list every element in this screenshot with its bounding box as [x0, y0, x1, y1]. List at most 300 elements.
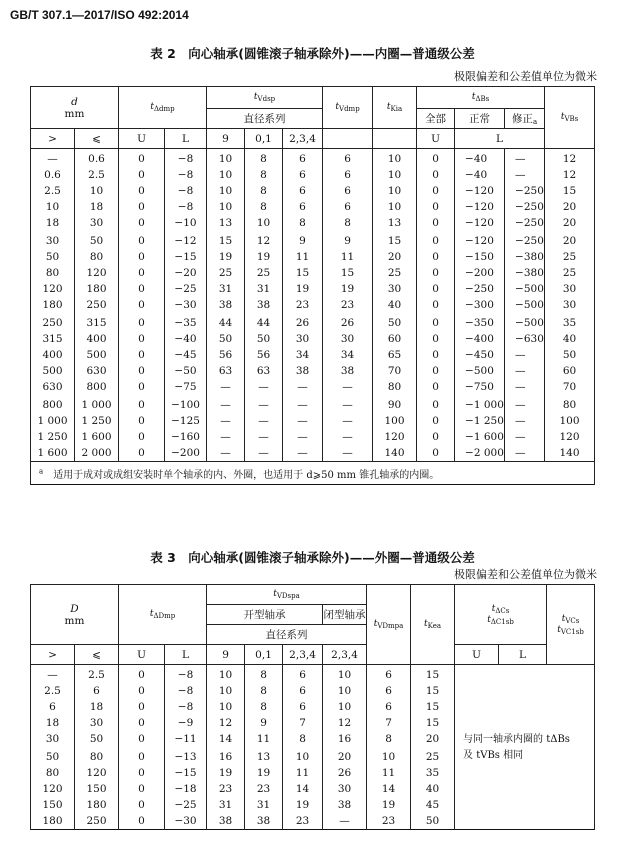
table-cell: 40: [373, 297, 417, 313]
table-cell: 120: [75, 265, 119, 281]
table-cell: −12: [165, 231, 207, 249]
table-cell: 10: [373, 183, 417, 199]
table-cell: −350: [455, 313, 505, 331]
table-cell: 6: [323, 183, 373, 199]
table-cell: 0: [119, 413, 165, 429]
table-cell: 15: [545, 183, 595, 199]
table-cell: 38: [207, 813, 245, 830]
table-cell: 25: [411, 747, 455, 765]
table3-header-s234b: 2,3,4: [323, 645, 367, 665]
table2-header-le: ⩽: [75, 129, 119, 149]
table-cell: 23: [245, 781, 283, 797]
table-cell: −500: [505, 281, 545, 297]
table-row: [31, 199, 595, 215]
table-row: [31, 347, 595, 363]
table-cell: −8: [165, 183, 207, 199]
table-row: [31, 313, 595, 331]
table-cell: −11: [165, 731, 207, 747]
table-cell: −120: [455, 183, 505, 199]
table-cell: 0: [119, 683, 165, 699]
table-cell: 120: [75, 765, 119, 781]
table-cell: 35: [545, 313, 595, 331]
table-cell: 90: [373, 395, 417, 413]
table2-caption: 表 2 向心轴承(圆锥滚子轴承除外)——内圈—普通级公差: [150, 46, 475, 61]
table-cell: 10: [75, 183, 119, 199]
table-cell: 8: [245, 183, 283, 199]
table-cell: 120: [31, 281, 75, 297]
table-cell: −8: [165, 199, 207, 215]
table-cell: −8: [165, 167, 207, 183]
table-cell: 34: [283, 347, 323, 363]
table-cell: 6: [283, 149, 323, 168]
table-cell: 12: [207, 715, 245, 731]
table-cell: −40: [455, 167, 505, 183]
table-cell: 15: [283, 265, 323, 281]
table-cell: 150: [75, 781, 119, 797]
table-cell: 6: [283, 199, 323, 215]
table-row: [31, 445, 595, 462]
table-cell: 30: [283, 331, 323, 347]
table-cell: 38: [245, 813, 283, 830]
table-row: [31, 249, 595, 265]
table-cell: 9: [323, 231, 373, 249]
table-cell: 1 600: [75, 429, 119, 445]
table-row: [31, 395, 595, 413]
table-cell: 800: [31, 395, 75, 413]
table-cell: 10: [207, 149, 245, 168]
table-cell: —: [283, 429, 323, 445]
note-line-2: 及 tVBs 相同: [463, 750, 524, 761]
table-row: [31, 379, 595, 395]
table-cell: 10: [245, 215, 283, 231]
table-cell: 2.5: [31, 683, 75, 699]
table-row: [31, 149, 595, 168]
table-cell: 0: [119, 249, 165, 265]
table-cell: —: [31, 149, 75, 168]
table-cell: 0: [119, 167, 165, 183]
table-cell: −200: [455, 265, 505, 281]
table-cell: −120: [455, 231, 505, 249]
table-cell: 20: [545, 231, 595, 249]
table-cell: 16: [323, 731, 367, 747]
table-cell: 8: [283, 215, 323, 231]
table-cell: 80: [31, 265, 75, 281]
table3-header-U2: U: [455, 645, 499, 665]
table-cell: 15: [411, 665, 455, 684]
table-cell: −25: [165, 281, 207, 297]
table-cell: 0: [417, 183, 455, 199]
table-cell: 10: [207, 665, 245, 684]
table-cell: 31: [245, 797, 283, 813]
table-cell: 11: [245, 731, 283, 747]
table-cell: −250: [505, 183, 545, 199]
table-cell: 44: [207, 313, 245, 331]
table-cell: 6: [283, 699, 323, 715]
table-cell: 80: [373, 379, 417, 395]
table-cell: 0: [417, 231, 455, 249]
table3-header-gt: >: [31, 645, 75, 665]
table-cell: 45: [411, 797, 455, 813]
table-row: [31, 297, 595, 313]
table-cell: 19: [245, 249, 283, 265]
table-cell: 10: [373, 199, 417, 215]
table-cell: 10: [207, 167, 245, 183]
table-cell: 65: [373, 347, 417, 363]
table-cell: 7: [367, 715, 411, 731]
table-cell: 800: [75, 379, 119, 395]
table-cell: −250: [455, 281, 505, 297]
table-cell: —: [505, 429, 545, 445]
table-cell: −8: [165, 149, 207, 168]
table-cell: 14: [367, 781, 411, 797]
table-cell: —: [207, 395, 245, 413]
table-cell: 15: [411, 715, 455, 731]
table-cell: —: [245, 445, 283, 462]
table-cell: −15: [165, 765, 207, 781]
table-cell: −125: [165, 413, 207, 429]
table-cell: —: [505, 445, 545, 462]
table-cell: 11: [323, 249, 373, 265]
table-cell: 7: [283, 715, 323, 731]
table-cell: 2.5: [75, 167, 119, 183]
table-cell: 18: [75, 199, 119, 215]
table-cell: 0: [119, 363, 165, 379]
table3-header-D: D mm: [31, 585, 119, 645]
table-cell: 10: [207, 683, 245, 699]
table-cell: −35: [165, 313, 207, 331]
table-cell: —: [245, 379, 283, 395]
table-cell: 0: [119, 395, 165, 413]
table-cell: 19: [283, 281, 323, 297]
table-cell: —: [505, 167, 545, 183]
table-cell: —: [283, 379, 323, 395]
table3-same-as-inner-note: [455, 665, 595, 830]
table-cell: 180: [75, 797, 119, 813]
table2-header-tdmp: $t_{\Delta dmp}$: [119, 87, 207, 129]
table-cell: −250: [505, 215, 545, 231]
table-cell: 1 000: [75, 395, 119, 413]
table2-unit-note: 极限偏差和公差值单位为微米: [454, 70, 597, 83]
table-cell: 250: [75, 297, 119, 313]
table-cell: −750: [455, 379, 505, 395]
table-cell: 0: [119, 297, 165, 313]
table-cell: 0: [417, 413, 455, 429]
table-cell: —: [207, 429, 245, 445]
table-cell: 0: [417, 331, 455, 347]
table-cell: −8: [165, 699, 207, 715]
table-cell: 6: [31, 699, 75, 715]
table-cell: 8: [245, 149, 283, 168]
table-cell: 0: [417, 249, 455, 265]
table3-header-tvcs: $t_{VCs}$ $t_{VC1s}^b$: [547, 585, 595, 665]
table-cell: —: [505, 395, 545, 413]
table-cell: −10: [165, 215, 207, 231]
table-cell: 100: [545, 413, 595, 429]
table-cell: −8: [165, 665, 207, 684]
table2-header-blank1: [323, 129, 373, 149]
table-cell: 8: [245, 683, 283, 699]
table-cell: —: [283, 413, 323, 429]
table2-header-U: U: [119, 129, 165, 149]
table-cell: 26: [323, 765, 367, 781]
table-cell: 10: [207, 699, 245, 715]
table-cell: 0: [417, 313, 455, 331]
table3-header-s01: 0,1: [245, 645, 283, 665]
table-cell: 6: [283, 167, 323, 183]
table-cell: 19: [207, 765, 245, 781]
table-row: [31, 331, 595, 347]
table-cell: 19: [367, 797, 411, 813]
table-cell: 15: [207, 231, 245, 249]
table-cell: 0: [119, 231, 165, 249]
table2-header-modified: 修正$^a$: [505, 109, 545, 129]
table-cell: 180: [75, 281, 119, 297]
table-cell: 50: [207, 331, 245, 347]
table-cell: 6: [75, 683, 119, 699]
table-cell: —: [207, 379, 245, 395]
table-cell: 23: [323, 297, 373, 313]
table-cell: −150: [455, 249, 505, 265]
table-cell: −400: [455, 331, 505, 347]
table3-header-L2: L: [499, 645, 547, 665]
table-cell: 34: [323, 347, 373, 363]
table-cell: 30: [75, 215, 119, 231]
table-cell: 38: [245, 297, 283, 313]
table-cell: −18: [165, 781, 207, 797]
table-cell: 15: [373, 231, 417, 249]
table-cell: 13: [207, 215, 245, 231]
table-cell: 60: [373, 331, 417, 347]
table-cell: 25: [207, 265, 245, 281]
table-cell: −45: [165, 347, 207, 363]
table-cell: 50: [75, 731, 119, 747]
table-row: [31, 215, 595, 231]
table-cell: 0.6: [31, 167, 75, 183]
table-cell: 11: [283, 765, 323, 781]
table-cell: 0.6: [75, 149, 119, 168]
table-cell: 180: [31, 813, 75, 830]
table-cell: 0: [417, 445, 455, 462]
table-cell: 0: [119, 347, 165, 363]
table-cell: —: [505, 347, 545, 363]
table-cell: 38: [323, 363, 373, 379]
table-cell: 1 250: [75, 413, 119, 429]
table-row: [31, 413, 595, 429]
table-cell: 25: [245, 265, 283, 281]
table-cell: 6: [323, 149, 373, 168]
table-cell: 70: [373, 363, 417, 379]
table-cell: 8: [245, 699, 283, 715]
table-row: [31, 665, 595, 684]
table-cell: 0: [417, 215, 455, 231]
table-cell: −20: [165, 265, 207, 281]
table-cell: 400: [75, 331, 119, 347]
table-cell: —: [505, 363, 545, 379]
table-cell: −25: [165, 797, 207, 813]
table-cell: 26: [323, 313, 373, 331]
table-cell: 19: [245, 765, 283, 781]
table-cell: 19: [207, 249, 245, 265]
table-cell: 18: [31, 215, 75, 231]
table-cell: 16: [207, 747, 245, 765]
table2-body: [31, 149, 595, 462]
table2-footnote: $^a$ 适用于成对或成组安装时单个轴承的内、外圈，也适用于 d⩾50 mm 锥孔轴承的内圈。: [31, 462, 595, 485]
table-cell: 0: [119, 199, 165, 215]
table-cell: 70: [545, 379, 595, 395]
table-cell: 0: [119, 149, 165, 168]
table-cell: 1 250: [31, 429, 75, 445]
table-cell: 38: [323, 797, 367, 813]
table-cell: 40: [545, 331, 595, 347]
table-cell: 10: [323, 699, 367, 715]
table-cell: 0: [119, 379, 165, 395]
table3-header-tkea: $t_{Kea}$: [411, 585, 455, 665]
table-cell: 30: [31, 731, 75, 747]
table-cell: 0: [417, 395, 455, 413]
table3-unit-note: 极限偏差和公差值单位为微米: [454, 568, 597, 581]
table2-header-tvdsp: $t_{Vdsp}$: [207, 87, 323, 109]
table3: [30, 584, 595, 830]
table-cell: 63: [207, 363, 245, 379]
table-cell: 38: [283, 363, 323, 379]
table-cell: 19: [283, 797, 323, 813]
table3-header-tcs: $t_{\Delta Cs}$ $t_{\Delta C1s}^b$: [455, 585, 547, 645]
table-cell: 12: [245, 231, 283, 249]
table-cell: 50: [545, 347, 595, 363]
table-cell: 10: [323, 683, 367, 699]
table2-header-L2: L: [455, 129, 545, 149]
table-cell: 0: [119, 429, 165, 445]
table-cell: −1 600: [455, 429, 505, 445]
table-cell: 10: [283, 747, 323, 765]
table-cell: 6: [367, 683, 411, 699]
table-cell: 15: [411, 699, 455, 715]
table-cell: −300: [455, 297, 505, 313]
table-cell: 0: [417, 379, 455, 395]
table-cell: 10: [367, 747, 411, 765]
table-cell: 8: [245, 199, 283, 215]
table3-caption: 表 3 向心轴承(圆锥滚子轴承除外)——外圈—普通级公差: [150, 550, 475, 565]
table-cell: 20: [545, 215, 595, 231]
table-cell: 10: [31, 199, 75, 215]
table-cell: 0: [119, 797, 165, 813]
table2-header-U2: U: [417, 129, 455, 149]
table-cell: −100: [165, 395, 207, 413]
table-cell: 2.5: [31, 183, 75, 199]
table-cell: 315: [31, 331, 75, 347]
table-cell: 18: [31, 715, 75, 731]
table-cell: 15: [411, 683, 455, 699]
table-cell: 0: [417, 199, 455, 215]
table-cell: −380: [505, 249, 545, 265]
table-cell: −630: [505, 331, 545, 347]
table-cell: 50: [245, 331, 283, 347]
table-cell: 23: [207, 781, 245, 797]
table-cell: 12: [545, 149, 595, 168]
table2-header-tvdmp: $t_{Vdmp}$: [323, 87, 373, 129]
table-cell: 23: [283, 813, 323, 830]
table-row: [31, 363, 595, 379]
table-cell: 50: [31, 249, 75, 265]
table-cell: 50: [411, 813, 455, 830]
table-cell: 1 000: [31, 413, 75, 429]
document-header: GB/T 307.1—2017/ISO 492:2014: [10, 8, 189, 22]
table-cell: −75: [165, 379, 207, 395]
table-cell: —: [505, 413, 545, 429]
table-cell: 25: [545, 249, 595, 265]
table-cell: 0: [417, 149, 455, 168]
table3-header-tvdsp: $t_{VDsp}^a$: [207, 585, 367, 605]
table-cell: 40: [411, 781, 455, 797]
table-cell: —: [283, 395, 323, 413]
table3-header-tdmp: $t_{\Delta Dmp}$: [119, 585, 207, 645]
table-cell: 0: [119, 281, 165, 297]
table-cell: 26: [283, 313, 323, 331]
table-cell: 8: [245, 665, 283, 684]
table-cell: 50: [373, 313, 417, 331]
table-cell: 23: [283, 297, 323, 313]
table-cell: 0: [119, 265, 165, 281]
table-cell: 20: [323, 747, 367, 765]
table-cell: −160: [165, 429, 207, 445]
table-cell: 56: [207, 347, 245, 363]
table-cell: 500: [31, 363, 75, 379]
table-cell: 0: [119, 781, 165, 797]
table-cell: 10: [323, 665, 367, 684]
table-cell: 0: [119, 183, 165, 199]
table-cell: —: [323, 379, 373, 395]
table-cell: 30: [373, 281, 417, 297]
table-cell: 50: [31, 747, 75, 765]
table-cell: −120: [455, 215, 505, 231]
table-cell: 0: [417, 297, 455, 313]
table-cell: −120: [455, 199, 505, 215]
table-cell: 400: [31, 347, 75, 363]
table-cell: 100: [373, 413, 417, 429]
table2-header-gt: >: [31, 129, 75, 149]
table-cell: 25: [373, 265, 417, 281]
table-cell: −40: [455, 149, 505, 168]
table-cell: 120: [373, 429, 417, 445]
table3-header-U: U: [119, 645, 165, 665]
table-cell: 80: [545, 395, 595, 413]
table-cell: 180: [31, 297, 75, 313]
table-cell: 50: [75, 231, 119, 249]
table-cell: 6: [367, 699, 411, 715]
table-cell: 12: [545, 167, 595, 183]
table-cell: 20: [545, 199, 595, 215]
table-cell: 140: [373, 445, 417, 462]
table-cell: 0: [119, 765, 165, 781]
table-cell: 15: [323, 265, 373, 281]
table-cell: 10: [207, 183, 245, 199]
table-cell: 18: [75, 699, 119, 715]
table-cell: −1 250: [455, 413, 505, 429]
table-cell: 31: [207, 281, 245, 297]
table3-header-series: 直径系列: [207, 625, 367, 645]
table-cell: 35: [411, 765, 455, 781]
table-cell: 0: [119, 715, 165, 731]
table-cell: −50: [165, 363, 207, 379]
table3-header-s234: 2,3,4: [283, 645, 323, 665]
table-cell: 6: [323, 199, 373, 215]
table-cell: −30: [165, 813, 207, 830]
table-cell: −13: [165, 747, 207, 765]
table-cell: 14: [283, 781, 323, 797]
table3-header-L: L: [165, 645, 207, 665]
table2-header-tbs: $t_{\Delta Bs}$: [417, 87, 545, 109]
table2-header-all: 全部: [417, 109, 455, 129]
